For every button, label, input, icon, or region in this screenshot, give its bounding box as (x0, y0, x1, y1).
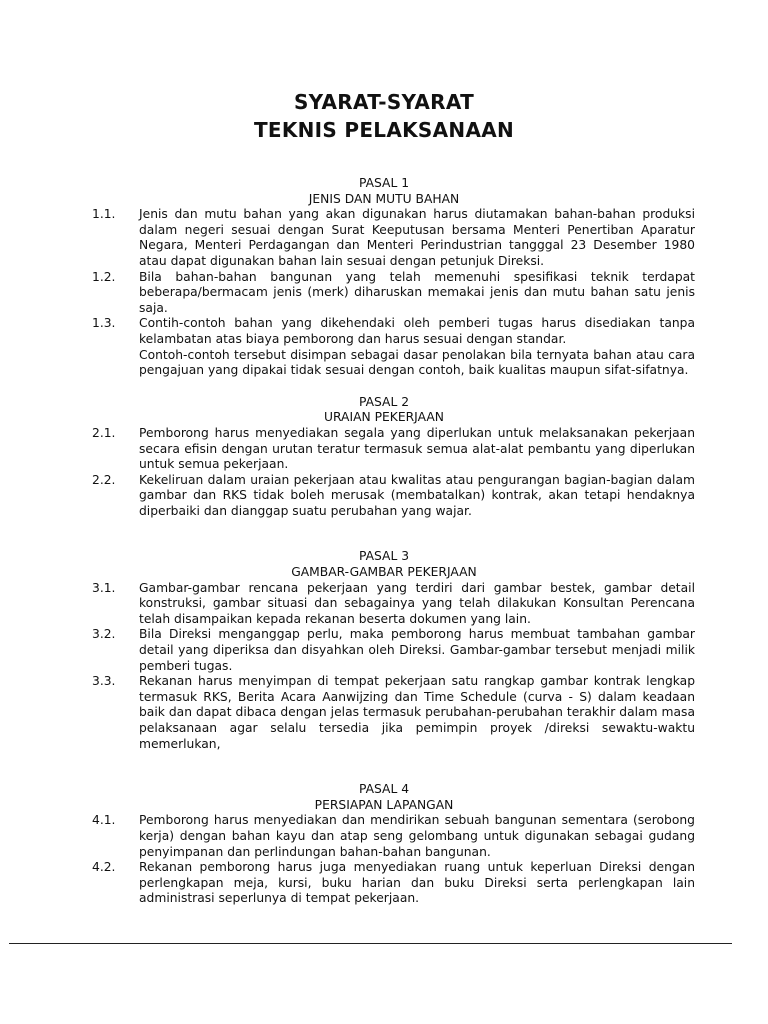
clause-text: Bila bahan-bahan bangunan yang telah memenuhi spesifikasi teknik terdapat beberapa/bermacam jenis (merk) diharuskan memakai jenis dan mutu bahan satu jenis saja. (139, 269, 695, 315)
pasal-section (0, 176, 768, 379)
clause-number: 2.1. (92, 425, 116, 440)
clause-text: Kekeliruan dalam uraian pekerjaan atau kwalitas atau pengurangan bagian-bagian dalam gambar dan RKS tidak boleh merusak (membatalkan) kontrak, akan tetapi hendaknya diperbaiki dan dianggap suatu perubahan yang wajar. (139, 472, 695, 518)
pasal-number: PASAL 3 (358, 549, 410, 564)
clause (0, 674, 695, 752)
clause-number: 4.2. (92, 860, 116, 875)
clause (0, 860, 695, 907)
clause-text: Pemborong harus menyediakan segala yang diperlukan untuk melaksanakan pekerjaan secara efisin dengan urutan teratur termasuk semua alat-alat pembantu yang diperlukan untuk semua pekerjaan. (139, 425, 695, 472)
clause-text: Pemborong harus menyediakan dan mendirikan sebuah bangunan sementara (serobong kerja) dengan bahan kayu dan atap seng gelombang untuk digunakan sebagai gudang penyimpanan dan perlindungan bahan-bahan bangunan. (139, 813, 695, 859)
footer-rule (9, 943, 732, 944)
clause-text: Rekanan pemborong harus juga menyediakan ruang untuk keperluan Direksi dengan perlengkapan meja, kursi, buku harian dan buku Direksi serta perlengkapan lain administrasi seperlunya di tempat pekerjaan. (139, 860, 695, 906)
clause-number: 1.2. (92, 269, 116, 284)
clause (0, 581, 695, 628)
clause (0, 473, 695, 520)
clause (0, 813, 695, 860)
clause (0, 207, 695, 269)
title-line-2: TEKNIS PELAKSANAAN (253, 118, 515, 142)
pasal-section (0, 782, 768, 907)
clause-text: Contih-contoh bahan yang dikehendaki oleh pemberi tugas harus disediakan tanpa kelambatan atas biaya pemborong dan harus sesuai dengan standar. (139, 316, 695, 346)
clause-text: Rekanan harus menyimpan di tempat pekerjaan satu rangkap gambar kontrak lengkap termasuk RKS, Berita Acara Aanwijzing dan Time Schedule (curva - S) dalam keadaan baik dan dapat dibaca dengan jelas termasuk perubahan-perubahan terakhir dalam masa pelaksanaan agar selalu tersedia jika pemimpin proyek /direksi sewaktu-waktu memerlukan, (139, 674, 695, 751)
clause-number: 2.2. (92, 472, 116, 487)
clause-number: 4.1. (92, 813, 116, 828)
clause-number: 1.3. (92, 316, 116, 331)
clause (0, 426, 695, 473)
pasal-section (0, 395, 768, 520)
clause (0, 270, 695, 317)
clause-text: Jenis dan mutu bahan yang akan digunakan harus diutamakan bahan-bahan produksi dalam negeri sesuai dengan Surat Keeputusan bersama Menteri Penertiban Aparatur Negara, Menteri Perdagangan dan Menteri Perindustrian tangggal 23 Desember 1980 atau dapat digunakan bahan lain sesuai dengan petunjuk Direksi. (139, 207, 695, 268)
clause-number: 3.3. (92, 674, 116, 689)
clause-number: 3.1. (92, 580, 116, 595)
pasal-number: PASAL 4 (358, 782, 410, 797)
clause-text: Bila Direksi menganggap perlu, maka pemborong harus membuat tambahan gambar detail yang diperiksa dan disyahkan oleh Direksi. Gambar-gambar tersebut menjadi milik pemberi tugas. (139, 627, 695, 673)
pasal-heading: GAMBAR-GAMBAR PEKERJAAN (291, 565, 477, 580)
clause (0, 627, 695, 674)
pasal-number: PASAL 1 (358, 176, 410, 190)
clause-text: Contoh-contoh tersebut disimpan sebagai dasar penolakan bila ternyata bahan atau cara pengajuan yang dipakai tidak sesuai dengan contoh, baik kualitas maupun sifat-sifatnya. (139, 347, 695, 378)
pasal-section (0, 549, 768, 752)
clause-text: Gambar-gambar rencana pekerjaan yang terdiri dari gambar bestek, gambar detail konstruksi, gambar situasi dan sebagainya yang telah dilakukan Konsultan Perencana telah disampaikan kepada rekanan beserta dokumen yang lain. (139, 580, 695, 626)
pasal-heading: JENIS DAN MUTU BAHAN (308, 191, 460, 206)
clause (0, 316, 695, 378)
document-title (0, 88, 768, 144)
pasal-number: PASAL 2 (358, 394, 410, 409)
clause-number: 3.2. (92, 627, 116, 642)
clause-number: 1.1. (92, 207, 116, 222)
document-body (0, 176, 768, 907)
pasal-heading: PERSIAPAN LAPANGAN (314, 797, 454, 812)
pasal-heading: URAIAN PEKERJAAN (324, 410, 444, 425)
title-line-1: SYARAT-SYARAT (293, 90, 475, 114)
